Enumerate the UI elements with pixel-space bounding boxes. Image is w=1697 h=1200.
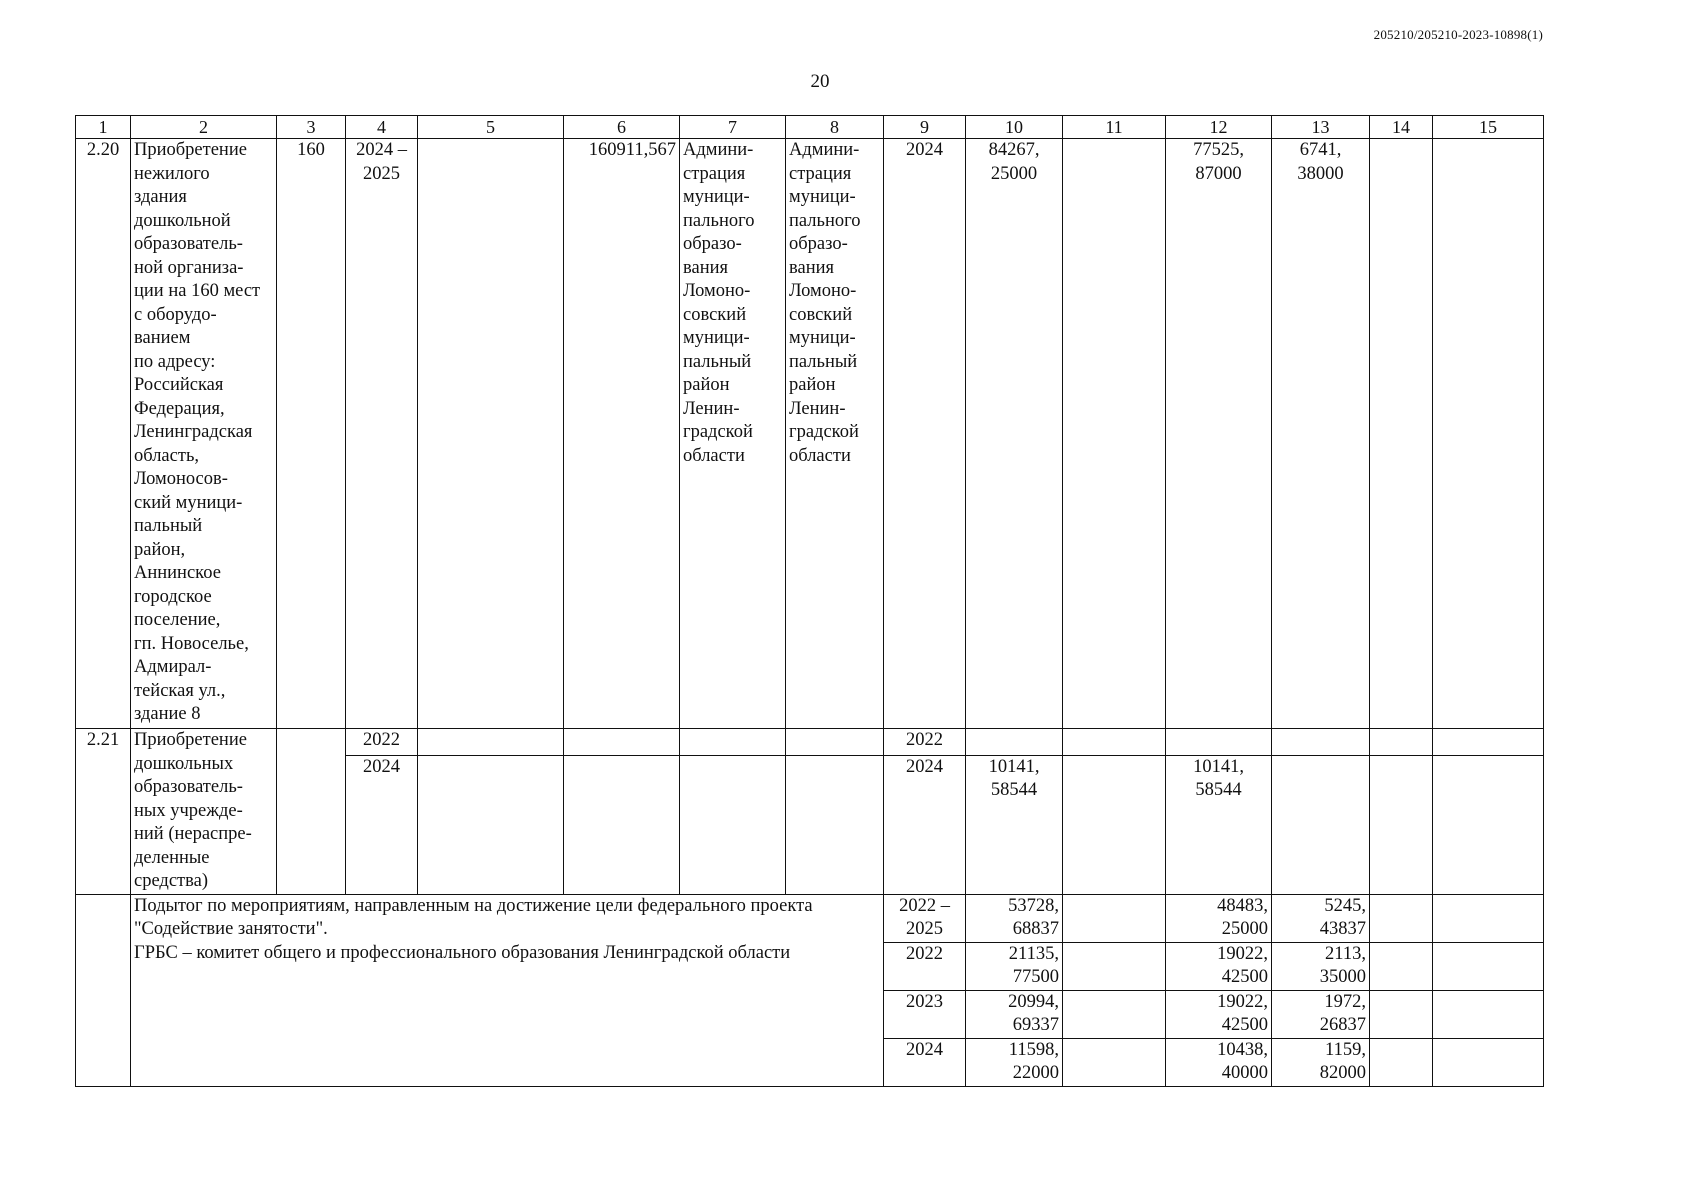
subtotal-text-line: Подытог по мероприятиям, направленным на достижение цели федерального проекта [134, 895, 813, 916]
cell-line: образо- [789, 234, 848, 254]
col-number: 2 [131, 116, 277, 139]
cell-line: район, [134, 539, 186, 560]
row-number: 2.21 [76, 729, 131, 895]
col11-cell [1063, 990, 1166, 1038]
cell-line: деленные [134, 847, 210, 868]
cell-line: 35000 [1319, 967, 1366, 987]
col-number: 5 [418, 116, 564, 139]
col11-cell [1063, 942, 1166, 990]
cell-line: ции на 160 мест [134, 281, 261, 301]
cell-line: 77500 [1012, 967, 1059, 987]
page-number: 20 [810, 71, 830, 92]
cell-line: Ломоносов- [134, 469, 228, 489]
cell-line: нежилого [134, 163, 210, 184]
cell-line: вания [683, 257, 729, 278]
cell-line: 10438, [1217, 1039, 1268, 1060]
cell-line: Приобретение [134, 140, 247, 160]
col11-cell [1063, 755, 1166, 894]
cell-line: 69337 [1012, 1015, 1059, 1035]
col5-cell [418, 755, 564, 894]
col12-cell [1166, 942, 1272, 990]
cell-line: ванием [134, 328, 191, 348]
cell-line: 25000 [990, 163, 1038, 184]
cell-line: здание 8 [134, 704, 201, 724]
col12-cell [1166, 1038, 1272, 1086]
cell-line: 19022, [1217, 991, 1268, 1012]
cell-line: средства) [134, 871, 208, 891]
col15-cell [1433, 990, 1544, 1038]
cell-line: Адмирал- [134, 657, 212, 677]
customer-cell [680, 729, 786, 756]
cell-line: Федерация, [134, 398, 225, 419]
cell-line: Ленинградская [134, 422, 253, 442]
col15-cell [1433, 894, 1544, 942]
period-cell [346, 139, 418, 729]
total-cell [966, 1038, 1063, 1086]
executor-cell [786, 729, 884, 756]
col14-cell [1370, 894, 1433, 942]
col11-cell [1063, 894, 1166, 942]
col-number: 8 [786, 116, 884, 139]
cell-line: 19022, [1217, 943, 1268, 964]
cell-line: градской [789, 422, 859, 442]
cell-line: 25000 [1221, 919, 1268, 939]
col-number: 6 [564, 116, 680, 139]
cell-line: страция [789, 163, 852, 184]
cell-line: 20994, [1008, 991, 1059, 1012]
cell-line: Админи- [789, 140, 860, 160]
col14-cell [1370, 729, 1433, 756]
cell-line: образователь- [134, 234, 243, 254]
cell-line: ной организа- [134, 257, 244, 278]
col11-cell [1063, 1038, 1166, 1086]
table-row [76, 139, 1544, 729]
cell-line: Российская [134, 375, 224, 395]
col-number: 15 [1433, 116, 1544, 139]
col-number: 14 [1370, 116, 1433, 139]
cell-line: 42500 [1221, 967, 1268, 987]
cell-line: Аннинское [134, 563, 221, 583]
cell-line: совский [789, 304, 853, 325]
col14-cell [1370, 990, 1433, 1038]
period-cell: 2024 [346, 755, 418, 894]
cell-line: поселение, [134, 610, 221, 630]
cell-line: 82000 [1319, 1063, 1366, 1083]
cell-line: 48483, [1217, 895, 1268, 916]
cell-line: 84267, [988, 140, 1040, 160]
cell-line: Ломоно- [683, 281, 751, 301]
cell-line: пальный [134, 516, 203, 536]
total-cell [966, 139, 1063, 729]
col13-cell [1272, 729, 1370, 756]
cell-line: 6741, [1299, 140, 1342, 160]
cell-line: ных учрежде- [134, 800, 243, 821]
cell-line: пальный [683, 351, 752, 372]
cell-line: образо- [683, 234, 742, 254]
cell-line: 26837 [1319, 1015, 1366, 1035]
col12-cell [1166, 755, 1272, 894]
executor-cell [786, 755, 884, 894]
cell-line: здания [134, 187, 187, 207]
cell-line: 58544 [990, 780, 1038, 801]
cell-line: дошкольных [134, 753, 234, 774]
cell-line: 2025 [363, 163, 400, 184]
table-row [76, 729, 1544, 756]
year-cell: 2024 [884, 139, 966, 729]
cell-line: 2022 [906, 943, 943, 964]
col11-cell [1063, 139, 1166, 729]
capacity-cell: 160 [277, 139, 346, 729]
cell-line: муници- [683, 328, 750, 348]
capacity-cell [277, 729, 346, 895]
cell-line: 22000 [1012, 1063, 1059, 1083]
col15-cell [1433, 942, 1544, 990]
cell-line: городское [134, 586, 212, 607]
col14-cell [1370, 139, 1433, 729]
col15-cell [1433, 139, 1544, 729]
cell-line: Ленин- [789, 398, 846, 419]
cell-line: дошкольной [134, 210, 231, 231]
cell-line: 10141, [988, 756, 1040, 777]
cell-line: образователь- [134, 777, 243, 797]
row-number: 2.20 [76, 139, 131, 729]
col12-cell [1166, 894, 1272, 942]
cell-line: 2113, [1325, 943, 1366, 964]
year-cell [884, 894, 966, 942]
subtotal-description [131, 894, 884, 1086]
cell-line: 53728, [1008, 895, 1059, 916]
cell-line [887, 1062, 962, 1086]
cell-line: муници- [789, 328, 856, 348]
customer-cell [680, 755, 786, 894]
cost-cell: 160911,567 [564, 139, 680, 729]
col14-cell [1370, 755, 1433, 894]
col11-cell [1063, 729, 1166, 756]
total-cell [966, 755, 1063, 894]
cell-line: страция [683, 163, 746, 184]
cell-line: район [789, 375, 836, 395]
subtotal-text-line: ГРБС – комитет общего и профессионального образования Ленинградской области [134, 942, 791, 963]
cell-line: 5245, [1324, 895, 1366, 916]
cell-line: с оборудо- [134, 304, 217, 325]
col-number: 4 [346, 116, 418, 139]
col14-cell [1370, 1038, 1433, 1086]
cell-line: ний (нераспре- [134, 824, 252, 844]
cell-line: муници- [683, 187, 750, 207]
col13-cell [1272, 894, 1370, 942]
col-number: 11 [1063, 116, 1166, 139]
cell-line: области [789, 445, 851, 466]
document-id: 205210/205210-2023-10898(1) [1373, 27, 1543, 42]
col13-cell [1272, 990, 1370, 1038]
total-cell [966, 990, 1063, 1038]
cell-line: Ленин- [683, 398, 740, 419]
cell-line: 40000 [1221, 1063, 1268, 1083]
col-number: 12 [1166, 116, 1272, 139]
col5-cell [418, 729, 564, 756]
year-cell [884, 1038, 966, 1086]
col15-cell [1433, 729, 1544, 756]
col13-cell [1272, 1038, 1370, 1086]
cell-line: 38000 [1297, 163, 1344, 184]
total-cell [966, 942, 1063, 990]
cell-line: 87000 [1195, 163, 1242, 184]
col-number: 9 [884, 116, 966, 139]
cell-line: 2023 [906, 991, 943, 1012]
year-cell [884, 990, 966, 1038]
cost-cell [564, 729, 680, 756]
cell-line: вания [789, 257, 835, 278]
cell-line: Ломоно- [789, 281, 857, 301]
cell-line: 58544 [1195, 780, 1242, 801]
measures-table [75, 115, 1544, 1087]
col5-cell [418, 139, 564, 729]
total-cell [966, 894, 1063, 942]
subtotal-text-line: "Содействие занятости". [134, 919, 328, 939]
cell-line: 11598, [1008, 1039, 1059, 1060]
col-number: 7 [680, 116, 786, 139]
year-cell: 2022 [884, 729, 966, 756]
executor-cell [786, 139, 884, 729]
col12-cell [1166, 139, 1272, 729]
subtotal-row [76, 894, 1544, 942]
measure-name [131, 729, 277, 895]
cell-line: 42500 [1221, 1015, 1268, 1035]
col15-cell [1433, 755, 1544, 894]
cell-line: градской [683, 422, 753, 442]
column-number-row [76, 116, 1544, 139]
cell-line [887, 1014, 962, 1038]
cell-line: 2024 – [356, 140, 407, 160]
cell-line: район [683, 375, 730, 395]
cell-line: гп. Новоселье, [134, 633, 249, 654]
col12-cell [1166, 729, 1272, 756]
cell-line: области [683, 445, 745, 466]
year-cell: 2024 [884, 755, 966, 894]
cell-line: пального [683, 210, 755, 231]
cell-line: пального [789, 210, 861, 231]
cell-line: пальный [789, 351, 858, 372]
cell-line: 10141, [1193, 756, 1244, 777]
cell-line: 68837 [1012, 919, 1059, 939]
cell-line: муници- [789, 187, 856, 207]
col-number: 1 [76, 116, 131, 139]
cell-line: 2025 [906, 919, 943, 939]
cell-line: 1159, [1325, 1039, 1366, 1060]
cell-line: область, [134, 445, 200, 466]
cell-line: 2024 [906, 1039, 943, 1060]
cell-line [887, 966, 962, 990]
col13-cell [1272, 755, 1370, 894]
col-number: 13 [1272, 116, 1370, 139]
year-cell [884, 942, 966, 990]
col13-cell [1272, 139, 1370, 729]
cell-line: Приобретение [134, 730, 247, 750]
cell-line: 43837 [1319, 919, 1366, 939]
cell-line: тейская ул., [134, 680, 226, 701]
col15-cell [1433, 1038, 1544, 1086]
col14-cell [1370, 942, 1433, 990]
col-number: 10 [966, 116, 1063, 139]
subtotal-number-cell [76, 894, 131, 1086]
measure-name [131, 139, 277, 729]
cell-line: 21135, [1008, 943, 1059, 964]
cell-line: по адресу: [134, 351, 216, 372]
cell-line: 2022 – [899, 895, 950, 916]
col12-cell [1166, 990, 1272, 1038]
cell-line: совский [683, 304, 747, 325]
cell-line: 1972, [1324, 991, 1366, 1012]
cell-line: ский муници- [134, 492, 243, 513]
period-cell: 2022 [346, 729, 418, 756]
col13-cell [1272, 942, 1370, 990]
customer-cell [680, 139, 786, 729]
cell-line: Админи- [683, 140, 754, 160]
cell-line: 77525, [1193, 140, 1244, 160]
total-cell [966, 729, 1063, 756]
col-number: 3 [277, 116, 346, 139]
cost-cell [564, 755, 680, 894]
